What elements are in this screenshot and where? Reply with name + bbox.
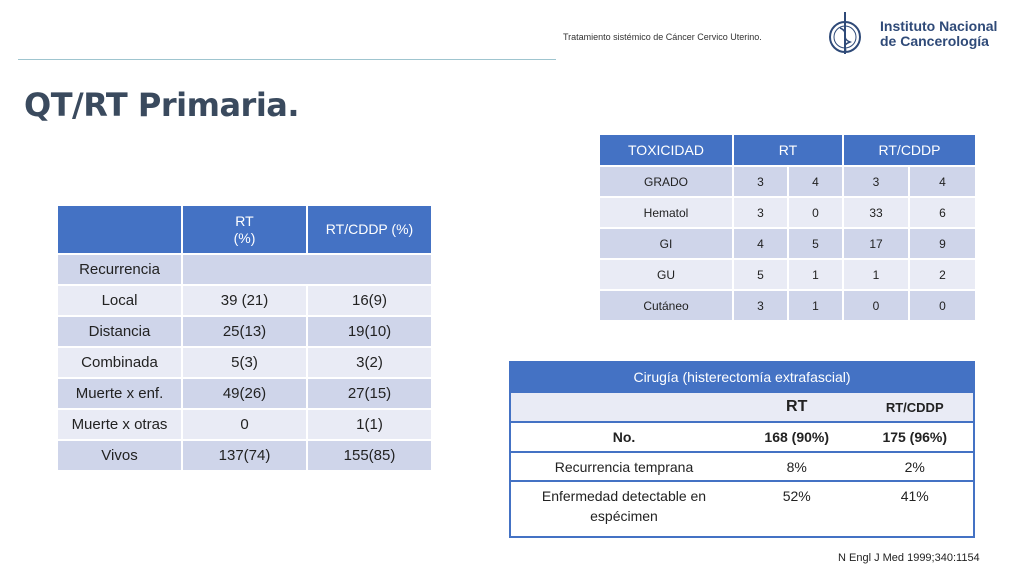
subheader-row [510, 392, 974, 422]
column-header-rt-cddp: RT/CDDP (%) [307, 206, 431, 254]
cell-rt: 168 (90%) [737, 422, 857, 452]
row-label: Vivos [58, 440, 182, 470]
row-label: Muerte x otras [58, 409, 182, 440]
subheader-rt-cddp: RT/CDDP [856, 392, 974, 422]
empty-cell [182, 254, 431, 285]
cell-rt-cddp: 16(9) [307, 285, 431, 316]
presentation-subtitle: Tratamiento sistémico de Cáncer Cervico Uterino. [563, 32, 762, 42]
column-header-rt-cddp: RT/CDDP [843, 135, 975, 166]
cell-rt: 25(13) [182, 316, 307, 347]
surgery-table-title: Cirugía (histerectomía extrafascial) [510, 362, 974, 392]
cell-rt-cddp: 155(85) [307, 440, 431, 470]
row-label: GRADO [600, 166, 733, 197]
row-label: Local [58, 285, 182, 316]
row-label: No. [510, 422, 737, 452]
row-label: Muerte x enf. [58, 378, 182, 409]
table-row [510, 422, 974, 452]
table-cell: 9 [909, 228, 975, 259]
institute-name [880, 19, 997, 49]
table-cell: 0 [788, 197, 843, 228]
table-row [510, 481, 974, 537]
cell-rt-cddp: 175 (96%) [856, 422, 974, 452]
table-row [600, 259, 975, 290]
section-label: Recurrencia [58, 254, 182, 285]
table-row [600, 290, 975, 320]
row-label: Hematol [600, 197, 733, 228]
table-cell: 4 [909, 166, 975, 197]
table-header-row [600, 135, 975, 166]
institute-name-line2: de Cancerología [880, 33, 989, 49]
row-label: Distancia [58, 316, 182, 347]
table-cell: 17 [843, 228, 909, 259]
cell-rt-cddp: 2% [856, 452, 974, 481]
table-cell: 0 [909, 290, 975, 320]
cell-rt-cddp: 1(1) [307, 409, 431, 440]
table-row [58, 347, 431, 378]
table-cell: 33 [843, 197, 909, 228]
table-header-row [58, 206, 431, 254]
cell-rt-cddp: 27(15) [307, 378, 431, 409]
table-row [58, 409, 431, 440]
cell-rt: 52% [737, 481, 857, 537]
institute-emblem-icon [826, 10, 868, 58]
column-header-rt: RT [733, 135, 843, 166]
row-label: Cutáneo [600, 290, 733, 320]
column-header [58, 206, 182, 254]
column-header-toxicidad: TOXICIDAD [600, 135, 733, 166]
table-row [600, 228, 975, 259]
table-row [58, 440, 431, 470]
section-row [58, 254, 431, 285]
citation: N Engl J Med 1999;340:1154 [838, 552, 980, 564]
column-header-rt: RT (%) [182, 206, 307, 254]
subheader-rt: RT [737, 392, 857, 422]
table-row [58, 285, 431, 316]
institute-name-line1: Instituto Nacional [880, 18, 998, 34]
table-cell: 4 [788, 166, 843, 197]
row-label: GU [600, 259, 733, 290]
table-cell: 1 [843, 259, 909, 290]
table-cell: 6 [909, 197, 975, 228]
cell-rt: 39 (21) [182, 285, 307, 316]
row-label: Combinada [58, 347, 182, 378]
row-label: Recurrencia temprana [510, 452, 737, 481]
header-divider [18, 59, 556, 60]
table-row [58, 378, 431, 409]
table-cell: 2 [909, 259, 975, 290]
toxicity-table [600, 135, 975, 320]
cell-rt: 0 [182, 409, 307, 440]
table-row [510, 452, 974, 481]
table-row [58, 316, 431, 347]
page-title: QT/RT Primaria. [24, 86, 300, 124]
table-cell: 3 [843, 166, 909, 197]
cell-rt: 49(26) [182, 378, 307, 409]
cell-rt-cddp: 19(10) [307, 316, 431, 347]
table-cell: 5 [788, 228, 843, 259]
surgery-table [509, 361, 975, 538]
table-row [600, 166, 975, 197]
recurrence-table [58, 206, 431, 470]
cell-rt-cddp: 3(2) [307, 347, 431, 378]
table-cell: 3 [733, 290, 788, 320]
cell-rt: 8% [737, 452, 857, 481]
table-cell: 3 [733, 166, 788, 197]
row-label: GI [600, 228, 733, 259]
row-label: Enfermedad detectable en espécimen [510, 481, 737, 537]
table-cell: 1 [788, 259, 843, 290]
cell-rt: 5(3) [182, 347, 307, 378]
table-cell: 4 [733, 228, 788, 259]
cell-rt: 137(74) [182, 440, 307, 470]
cell-rt-cddp: 41% [856, 481, 974, 537]
table-cell: 0 [843, 290, 909, 320]
table-cell: 3 [733, 197, 788, 228]
table-cell: 1 [788, 290, 843, 320]
table-row [600, 197, 975, 228]
table-header-row [510, 362, 974, 392]
subheader-cell [510, 392, 737, 422]
table-cell: 5 [733, 259, 788, 290]
